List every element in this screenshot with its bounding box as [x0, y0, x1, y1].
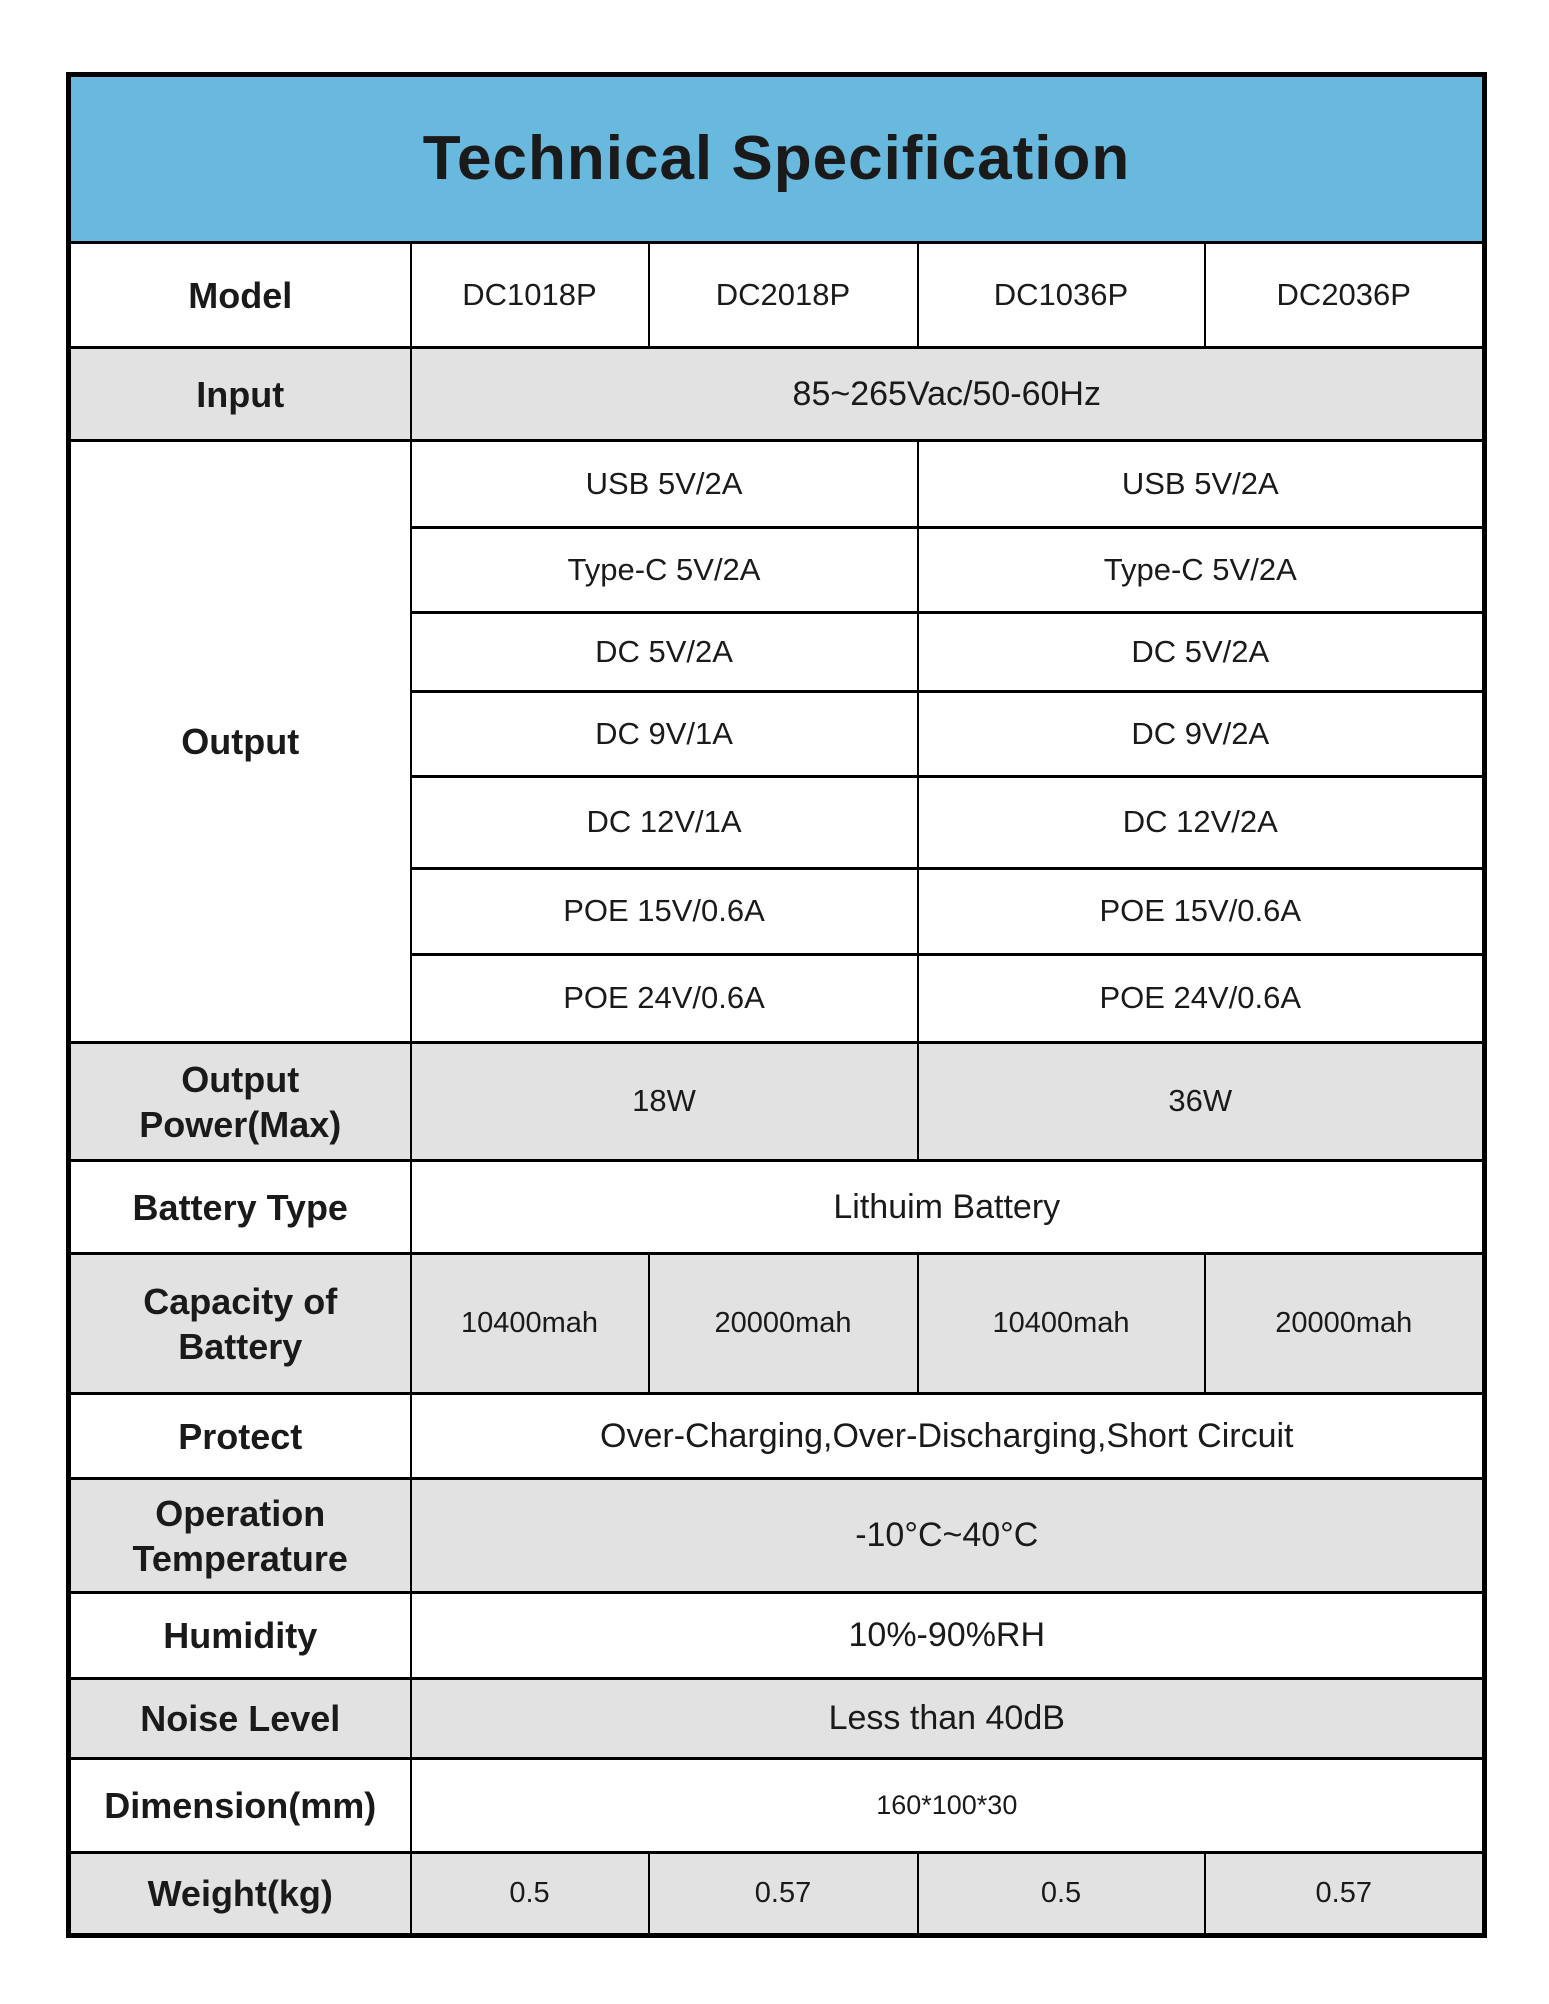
- protect-value-cell: Over-Charging,Over-Discharging,Short Circuit: [411, 1394, 1485, 1479]
- output-value-cell: POE 15V/0.6A: [411, 869, 918, 955]
- output-row: [69, 441, 1485, 528]
- model-value-cell: DC1018P: [411, 243, 649, 348]
- capacity-value-cell: 10400mah: [411, 1254, 649, 1394]
- capacity-label-text: Capacity of Battery: [143, 1280, 338, 1367]
- noise-level-label: Noise Level: [69, 1679, 411, 1759]
- weight-value-cell: 0.57: [1205, 1853, 1485, 1936]
- operation-temperature-label: [69, 1479, 411, 1593]
- output-power-label-text: Output Power(Max): [139, 1058, 342, 1145]
- capacity-row: [69, 1254, 1485, 1394]
- output-power-label: [69, 1043, 411, 1161]
- output-value-cell: USB 5V/2A: [918, 441, 1485, 528]
- output-value-cell: DC 12V/2A: [918, 777, 1485, 869]
- dimension-row: [69, 1759, 1485, 1853]
- battery-type-label: Battery Type: [69, 1161, 411, 1254]
- humidity-row: [69, 1593, 1485, 1679]
- output-value-cell: POE 24V/0.6A: [411, 955, 918, 1043]
- title-row: [69, 75, 1485, 243]
- battery-type-row: [69, 1161, 1485, 1254]
- output-power-right-cell: 36W: [918, 1043, 1485, 1161]
- input-value-cell: 85~265Vac/50-60Hz: [411, 348, 1485, 441]
- capacity-value-cell: 10400mah: [918, 1254, 1205, 1394]
- page-title: Technical Specification: [69, 75, 1485, 243]
- capacity-value-cell: 20000mah: [649, 1254, 918, 1394]
- output-value-cell: USB 5V/2A: [411, 441, 918, 528]
- technical-specification-table: [66, 72, 1487, 1938]
- weight-value-cell: 0.5: [918, 1853, 1205, 1936]
- protect-row: [69, 1394, 1485, 1479]
- weight-row: [69, 1853, 1485, 1936]
- model-row: [69, 243, 1485, 348]
- battery-type-value-cell: Lithuim Battery: [411, 1161, 1485, 1254]
- model-value-cell: DC2018P: [649, 243, 918, 348]
- output-value-cell: Type-C 5V/2A: [411, 528, 918, 613]
- output-value-cell: POE 15V/0.6A: [918, 869, 1485, 955]
- model-value-cell: DC1036P: [918, 243, 1205, 348]
- weight-label: Weight(kg): [69, 1853, 411, 1936]
- weight-value-cell: 0.5: [411, 1853, 649, 1936]
- output-value-cell: DC 5V/2A: [918, 613, 1485, 692]
- output-value-cell: Type-C 5V/2A: [918, 528, 1485, 613]
- output-value-cell: POE 24V/0.6A: [918, 955, 1485, 1043]
- dimension-value-cell: 160*100*30: [411, 1759, 1485, 1853]
- weight-value-cell: 0.57: [649, 1853, 918, 1936]
- output-power-row: [69, 1043, 1485, 1161]
- output-value-cell: DC 9V/2A: [918, 692, 1485, 777]
- operation-temperature-label-text: Operation Temperature: [132, 1492, 348, 1579]
- input-label: Input: [69, 348, 411, 441]
- output-label: Output: [69, 441, 411, 1043]
- output-value-cell: DC 12V/1A: [411, 777, 918, 869]
- noise-level-row: [69, 1679, 1485, 1759]
- humidity-value-cell: 10%-90%RH: [411, 1593, 1485, 1679]
- output-value-cell: DC 9V/1A: [411, 692, 918, 777]
- input-row: [69, 348, 1485, 441]
- capacity-value-cell: 20000mah: [1205, 1254, 1485, 1394]
- humidity-label: Humidity: [69, 1593, 411, 1679]
- model-value-cell: DC2036P: [1205, 243, 1485, 348]
- operation-temperature-row: [69, 1479, 1485, 1593]
- output-value-cell: DC 5V/2A: [411, 613, 918, 692]
- output-power-left-cell: 18W: [411, 1043, 918, 1161]
- model-label: Model: [69, 243, 411, 348]
- capacity-label: [69, 1254, 411, 1394]
- noise-level-value-cell: Less than 40dB: [411, 1679, 1485, 1759]
- operation-temperature-value-cell: -10°C~40°C: [411, 1479, 1485, 1593]
- dimension-label: Dimension(mm): [69, 1759, 411, 1853]
- protect-label: Protect: [69, 1394, 411, 1479]
